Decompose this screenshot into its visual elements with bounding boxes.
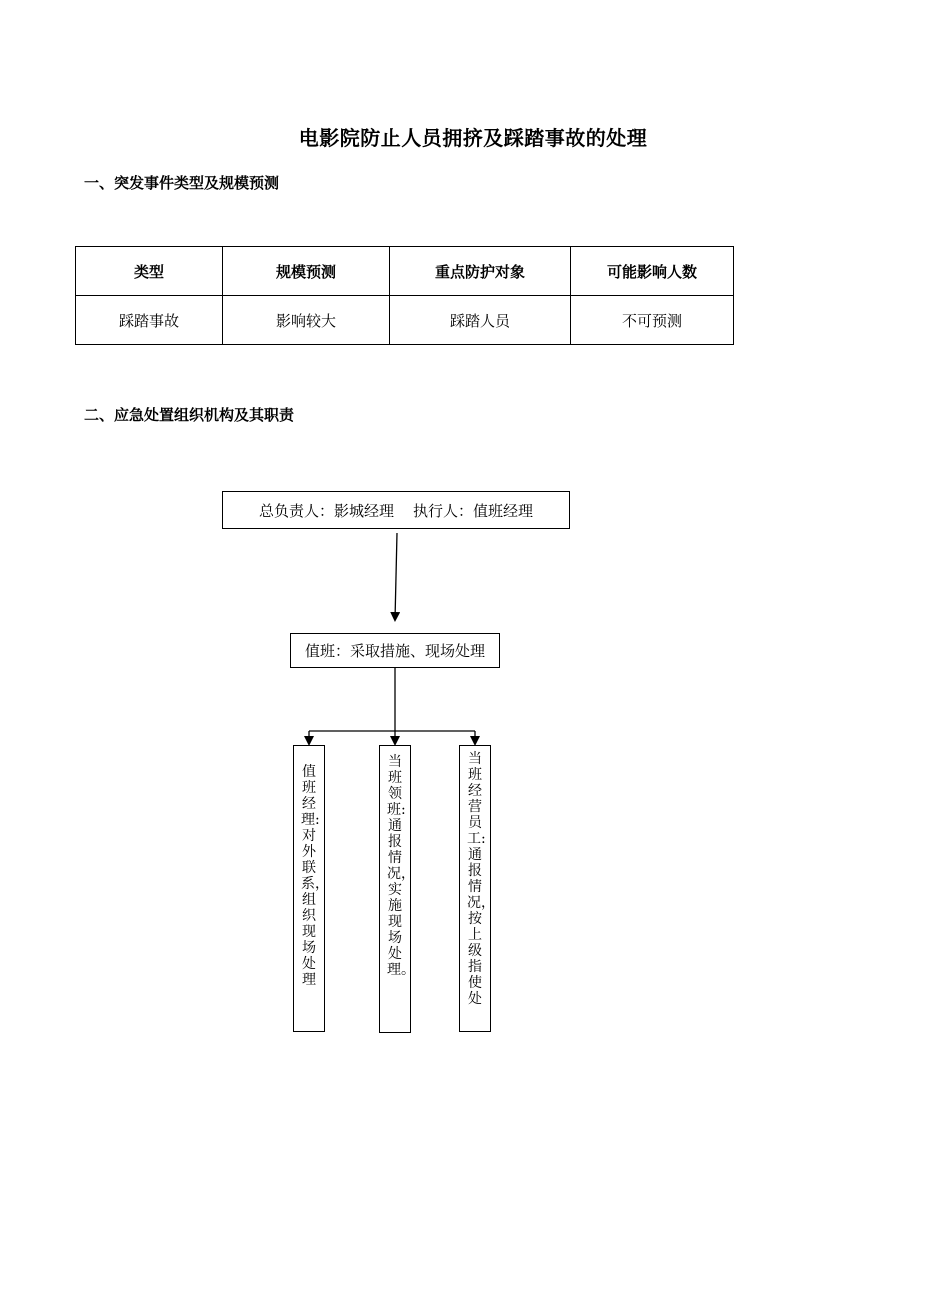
table-header-cell: 规模预测	[223, 247, 390, 296]
table-header-cell: 类型	[76, 247, 223, 296]
table-cell: 不可预测	[571, 296, 734, 345]
org-box-duty-handling: 值班：采取措施、现场处理	[290, 633, 500, 668]
table-cell: 踩踏人员	[390, 296, 571, 345]
document-title: 电影院防止人员拥挤及踩踏事故的处理	[298, 126, 648, 150]
org-box-text: 当班领班:通报情况，实施现场处理。	[387, 754, 415, 978]
table-cell: 影响较大	[223, 296, 390, 345]
org-box-text: 当班经营员工:通报情况，按上级指使处	[467, 751, 495, 1007]
section-heading-organization: 二、应急处置组织机构及其职责	[84, 406, 295, 424]
arrow-top-to-middle	[395, 533, 397, 620]
table-header-cell: 可能影响人数	[571, 247, 734, 296]
org-box-shift-leader	[379, 745, 415, 1033]
org-box-general-responsible: 总负责人：影城经理 执行人：值班经理	[222, 491, 570, 529]
table-cell: 踩踏事故	[76, 296, 223, 345]
table-header-cell: 重点防护对象	[390, 247, 571, 296]
section-heading-event-types: 一、突发事件类型及规模预测	[84, 174, 280, 192]
org-box-duty-manager	[293, 745, 329, 1032]
org-box-shift-staff	[459, 745, 495, 1032]
org-box-text: 值班经理:对外联系，组织现场处理	[301, 764, 329, 988]
